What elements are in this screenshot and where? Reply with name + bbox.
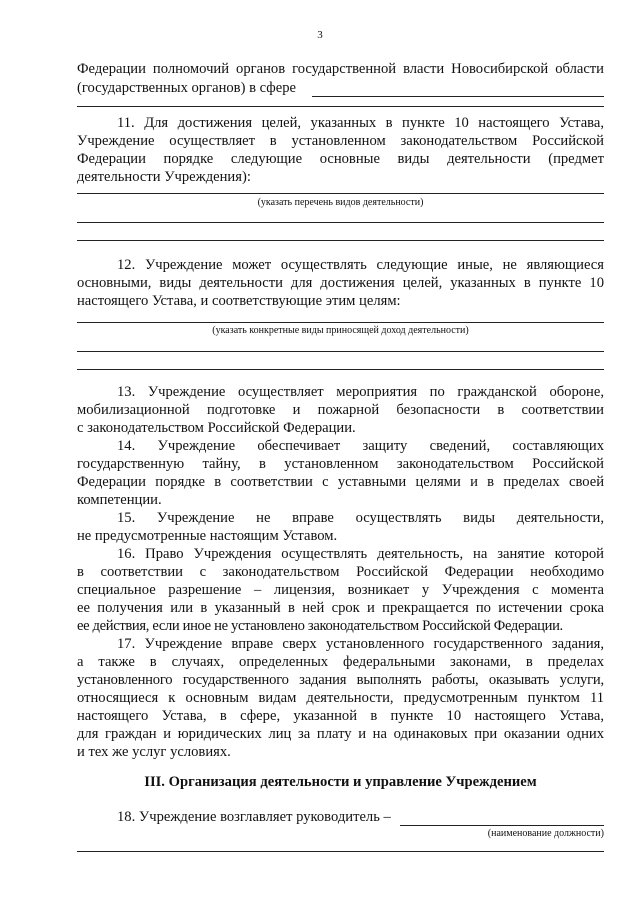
p17-line-1: 17. Учреждение вправе сверх установленного государственного задания, xyxy=(117,636,604,652)
p17-line-2: а также в случаях, определенных федеральными законами, в пределах xyxy=(77,654,604,670)
p12-line-3: настоящего Устава, и соответствующие этим целям: xyxy=(77,293,401,309)
p17-line-5: настоящего Устава, в сфере, указанной в пункте 10 настоящего Устава, xyxy=(77,708,604,724)
page-number: 3 xyxy=(317,29,323,41)
p18-line-1: 18. Учреждение возглавляет руководитель – xyxy=(117,809,391,825)
fill-line xyxy=(77,851,604,852)
p15-line-1: 15. Учреждение не вправе осуществлять виды деятельности, xyxy=(117,510,604,526)
p12-line-1: 12. Учреждение может осуществлять следующие иные, не являющиеся xyxy=(117,257,604,273)
p11-line-2: Учреждение осуществляет в установленном законодательством Российской xyxy=(77,133,604,149)
fill-line xyxy=(312,96,604,97)
p13-line-3: с законодательством Российской Федерации. xyxy=(77,420,356,436)
p17-line-7: и тех же услуг условиях. xyxy=(77,744,231,760)
p11-line-1: 11. Для достижения целей, указанных в пункте 10 настоящего Устава, xyxy=(117,115,604,131)
p16-line-3: специальное разрешение – лицензия, возникает у Учреждения с момента xyxy=(77,582,604,598)
p17-line-4: относящиеся к основным видам деятельности, предусмотренным пунктом 11 xyxy=(77,690,604,706)
fill-line xyxy=(77,322,604,323)
p10-line-2: (государственных органов) в сфере xyxy=(77,80,296,96)
p16-line-2: в соответствии с законодательством Российской Федерации необходимо xyxy=(77,564,604,580)
p18-caption: (наименование должности) xyxy=(487,828,604,839)
fill-line xyxy=(77,240,604,241)
p17-line-3: установленного государственного задания выполнять работы, оказывать услуги, xyxy=(77,672,604,688)
fill-line xyxy=(400,825,604,826)
p12-line-2: основными, виды деятельности для достижения целей, указанных в пункте 10 xyxy=(77,275,604,291)
p14-line-3: Федерации порядке в соответствии с уставными целями и в пределах своей xyxy=(77,474,604,490)
p11-caption: (указать перечень видов деятельности) xyxy=(257,197,424,208)
p13-line-2: мобилизационной подготовке и пожарной безопасности в соответствии xyxy=(77,402,604,418)
fill-line xyxy=(77,106,604,107)
p14-line-4: компетенции. xyxy=(77,492,162,508)
fill-line xyxy=(77,222,604,223)
p16-line-1: 16. Право Учреждения осуществлять деятельность, на занятие которой xyxy=(117,546,604,562)
p14-line-2: государственную тайну, в установленном законодательством Российской xyxy=(77,456,604,472)
p16-line-5: ее действия, если иное не установлено законодательством Российской Федерации. xyxy=(77,618,563,634)
p17-line-6: для граждан и юридических лиц за плату и на одинаковых при оказании одних xyxy=(77,726,604,742)
p16-line-4: ее получения или в указанный в ней срок и прекращается по истечении срока xyxy=(77,600,604,616)
p14-line-1: 14. Учреждение обеспечивает защиту сведений, составляющих xyxy=(117,438,604,454)
p11-line-4: деятельности Учреждения): xyxy=(77,169,251,185)
p13-line-1: 13. Учреждение осуществляет мероприятия по гражданской обороне, xyxy=(117,384,604,400)
p11-line-3: Федерации порядке следующие основные виды деятельности (предмет xyxy=(77,151,604,167)
fill-line xyxy=(77,351,604,352)
p12-caption: (указать конкретные виды приносящей доход деятельности) xyxy=(212,325,469,336)
p10-line-1: Федерации полномочий органов государственной власти Новосибирской области xyxy=(77,61,604,77)
fill-line xyxy=(77,369,604,370)
p15-line-2: не предусмотренные настоящим Уставом. xyxy=(77,528,338,544)
fill-line xyxy=(77,193,604,194)
section-heading: III. Организация деятельности и управление Учреждением xyxy=(144,774,537,790)
